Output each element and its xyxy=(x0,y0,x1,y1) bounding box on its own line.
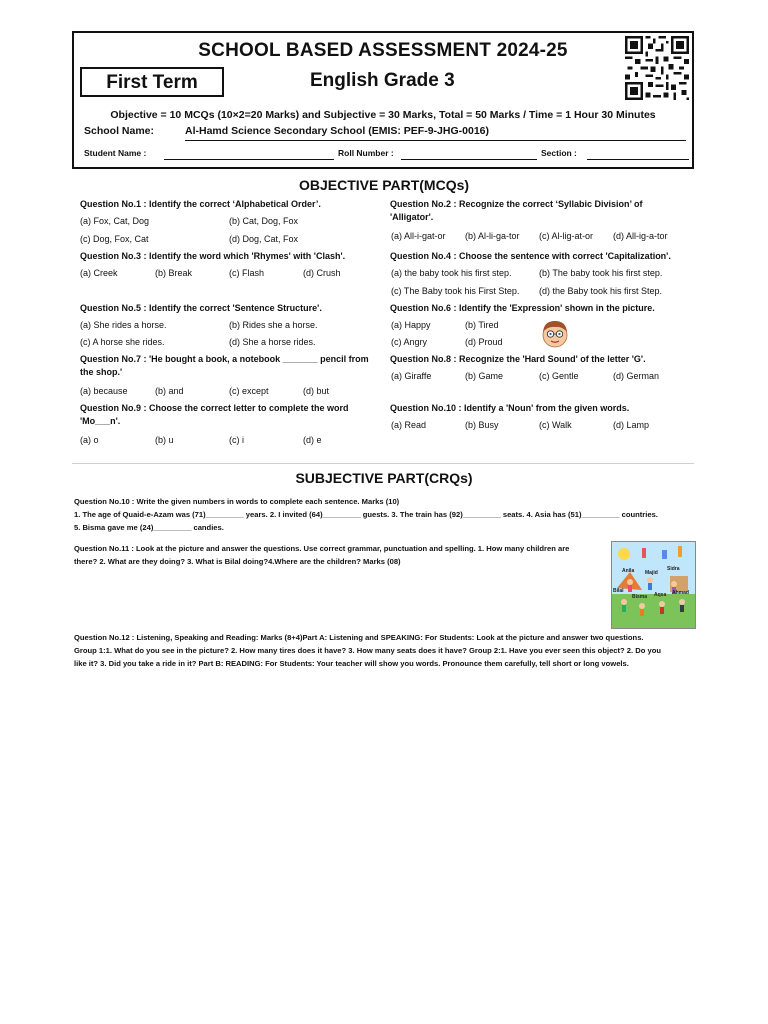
q4-option-a[interactable]: (a) the baby took his first step. xyxy=(391,268,512,278)
q2-option-a[interactable]: (a) All-i-gat-or xyxy=(391,231,446,241)
subjective-question-11 xyxy=(74,543,604,569)
sq12-line-3: like it? 3. Did you take a ride in it? Part B: READING: For Students: Your teacher will show you words. Pronounce them carefully, tell short or long vowels. xyxy=(74,658,629,668)
q1-option-c[interactable]: (c) Dog, Fox, Cat xyxy=(80,234,149,244)
q10-option-c[interactable]: (c) Walk xyxy=(539,420,572,430)
q2-option-d[interactable]: (d) All-ig-a-tor xyxy=(613,231,668,241)
question-4: Question No.4 : Choose the sentence with correct 'Capitalization'. xyxy=(390,251,671,261)
pic-name-bilal: Bilal xyxy=(613,588,624,594)
question-10: Question No.10 : Identify a 'Noun' from the given words. xyxy=(390,403,630,413)
page-title: SCHOOL BASED ASSESSMENT 2024-25 xyxy=(198,40,568,61)
pic-name-aqsa: Aqsa xyxy=(654,592,667,598)
q7-option-c[interactable]: (c) except xyxy=(229,386,269,396)
q4-option-c[interactable]: (c) The Baby took his First Step. xyxy=(391,286,520,296)
pic-name-sidra: Sidra xyxy=(667,566,680,572)
q5-option-d[interactable]: (d) She a horse rides. xyxy=(229,337,316,347)
q7-option-a[interactable]: (a) because xyxy=(80,386,128,396)
question-5: Question No.5 : Identify the correct 'Sentence Structure'. xyxy=(80,303,322,313)
section-field[interactable] xyxy=(587,159,689,160)
q2-option-c[interactable]: (c) Al-lig-at-or xyxy=(539,231,594,241)
subjective-section-title: SUBJECTIVE PART(CRQs) xyxy=(295,470,473,486)
q8-option-a[interactable]: (a) Giraffe xyxy=(391,371,432,381)
term-label: First Term xyxy=(80,67,224,97)
roll-number-label: Roll Number : xyxy=(338,148,394,158)
subjective-question-10 xyxy=(74,496,692,534)
q8-option-b[interactable]: (b) Game xyxy=(465,371,504,381)
sq12-line-2: Group 1:1. What do you see in the picture? 2. How many tires does it have? 3. How many seats does it have? Group 2:1. Have you ever seen this object? 2. Do you xyxy=(74,645,661,655)
q7-option-d[interactable]: (d) but xyxy=(303,386,330,396)
q8-option-d[interactable]: (d) German xyxy=(613,371,660,381)
section-label: Section : xyxy=(541,148,577,158)
student-name-field[interactable] xyxy=(164,159,334,160)
q1-option-b[interactable]: (b) Cat, Dog, Fox xyxy=(229,216,299,226)
sq11-line-2: there? 2. What are they doing? 3. What is Bilal doing?4.Where are the children? Marks (08) xyxy=(74,556,401,566)
question-3: Question No.3 : Identify the word which 'Rhymes' with 'Clash'. xyxy=(80,251,346,261)
q1-option-d[interactable]: (d) Dog, Cat, Fox xyxy=(229,234,299,244)
q4-option-b[interactable]: (b) The baby took his first step. xyxy=(539,268,663,278)
children-playground-picture xyxy=(611,541,696,629)
question-9: Question No.9 : Choose the correct letter to complete the word 'Mo___n'. xyxy=(80,403,349,426)
pic-name-majid: Majid xyxy=(645,570,658,576)
q3-option-d[interactable]: (d) Crush xyxy=(303,268,341,278)
question-6: Question No.6 : Identify the 'Expression' shown in the picture. xyxy=(390,303,655,313)
qr-code-icon xyxy=(625,36,689,100)
question-1: Question No.1 : Identify the correct ‘Alphabetical Order’. xyxy=(80,199,321,209)
question-8: Question No.8 : Recognize the 'Hard Sound' of the letter 'G'. xyxy=(390,354,646,364)
school-name-value: Al-Hamd Science Secondary School (EMIS: PEF-9-JHG-0016) xyxy=(185,125,489,137)
q5-option-c[interactable]: (c) A horse she rides. xyxy=(80,337,165,347)
subject-title: English Grade 3 xyxy=(310,70,455,91)
q3-option-a[interactable]: (a) Creek xyxy=(80,268,118,278)
school-name-label: School Name: xyxy=(84,125,155,137)
objective-section-title: OBJECTIVE PART(MCQs) xyxy=(298,177,470,193)
sq10-line-3: 5. Bisma gave me (24)_________ candies. xyxy=(74,522,224,532)
q6-option-c[interactable]: (c) Angry xyxy=(391,337,428,347)
q6-option-d[interactable]: (d) Proud xyxy=(465,337,503,347)
q6-option-a[interactable]: (a) Happy xyxy=(391,320,431,330)
q3-option-b[interactable]: (b) Break xyxy=(155,268,193,278)
q9-option-d[interactable]: (d) e xyxy=(303,435,322,445)
sq12-line-1: Question No.12 : Listening, Speaking and Reading: Marks (8+4)Part A: Listening and SPEAKING: For Students: Look at the picture and answer two questions. xyxy=(74,633,644,642)
q6-option-b[interactable]: (b) Tired xyxy=(465,320,499,330)
q8-option-c[interactable]: (c) Gentle xyxy=(539,371,579,381)
q4-option-d[interactable]: (d) the Baby took his first Step. xyxy=(539,286,663,296)
q2-option-b[interactable]: (b) Al-li-ga-tor xyxy=(465,231,520,241)
q10-option-d[interactable]: (d) Lamp xyxy=(613,420,650,430)
question-7: Question No.7 : 'He bought a book, a notebook _______ pencil from the shop.' xyxy=(80,354,369,377)
school-name-underline xyxy=(185,140,686,141)
roll-number-field[interactable] xyxy=(401,159,537,160)
q5-option-b[interactable]: (b) Rides she a horse. xyxy=(229,320,318,330)
q9-option-a[interactable]: (a) o xyxy=(80,435,99,445)
header-box xyxy=(72,31,694,169)
q7-option-b[interactable]: (b) and xyxy=(155,386,184,396)
q9-option-c[interactable]: (c) i xyxy=(229,435,244,445)
q9-option-b[interactable]: (b) u xyxy=(155,435,174,445)
q3-option-c[interactable]: (c) Flash xyxy=(229,268,265,278)
pic-name-ahmad: Ahmad xyxy=(672,590,689,596)
marks-summary: Objective = 10 MCQs (10×2=20 Marks) and Subjective = 30 Marks, Total = 50 Marks / Time = 1 Hour 30 Minutes xyxy=(110,109,656,121)
pic-name-bisma: Bisma xyxy=(632,594,648,600)
q5-option-a[interactable]: (a) She rides a horse. xyxy=(80,320,167,330)
student-name-label: Student Name : xyxy=(84,148,147,158)
section-divider xyxy=(72,463,694,464)
q10-option-b[interactable]: (b) Busy xyxy=(465,420,499,430)
sq10-line-1: Question No.10 : Write the given numbers in words to complete each sentence. Marks (10) xyxy=(74,497,400,506)
subjective-question-12 xyxy=(74,632,692,670)
boy-face-icon xyxy=(538,316,572,350)
question-2: Question No.2 : Recognize the correct ‘Syllabic Division’ of 'Alligator'. xyxy=(390,199,643,222)
sq11-line-1: Question No.11 : Look at the picture and answer the questions. Use correct grammar, punctuation and spelling. 1. How many children are xyxy=(74,544,570,553)
q1-option-a[interactable]: (a) Fox, Cat, Dog xyxy=(80,216,150,226)
q10-option-a[interactable]: (a) Read xyxy=(391,420,427,430)
pic-name-anila: Anila xyxy=(622,568,635,574)
sq10-line-2: 1. The age of Quaid-e-Azam was (71)_________ years. 2. I invited (64)_________ guests. 3. The train has (92)_________ seats. 4. Asia has (51)_________ countries. xyxy=(74,509,658,519)
